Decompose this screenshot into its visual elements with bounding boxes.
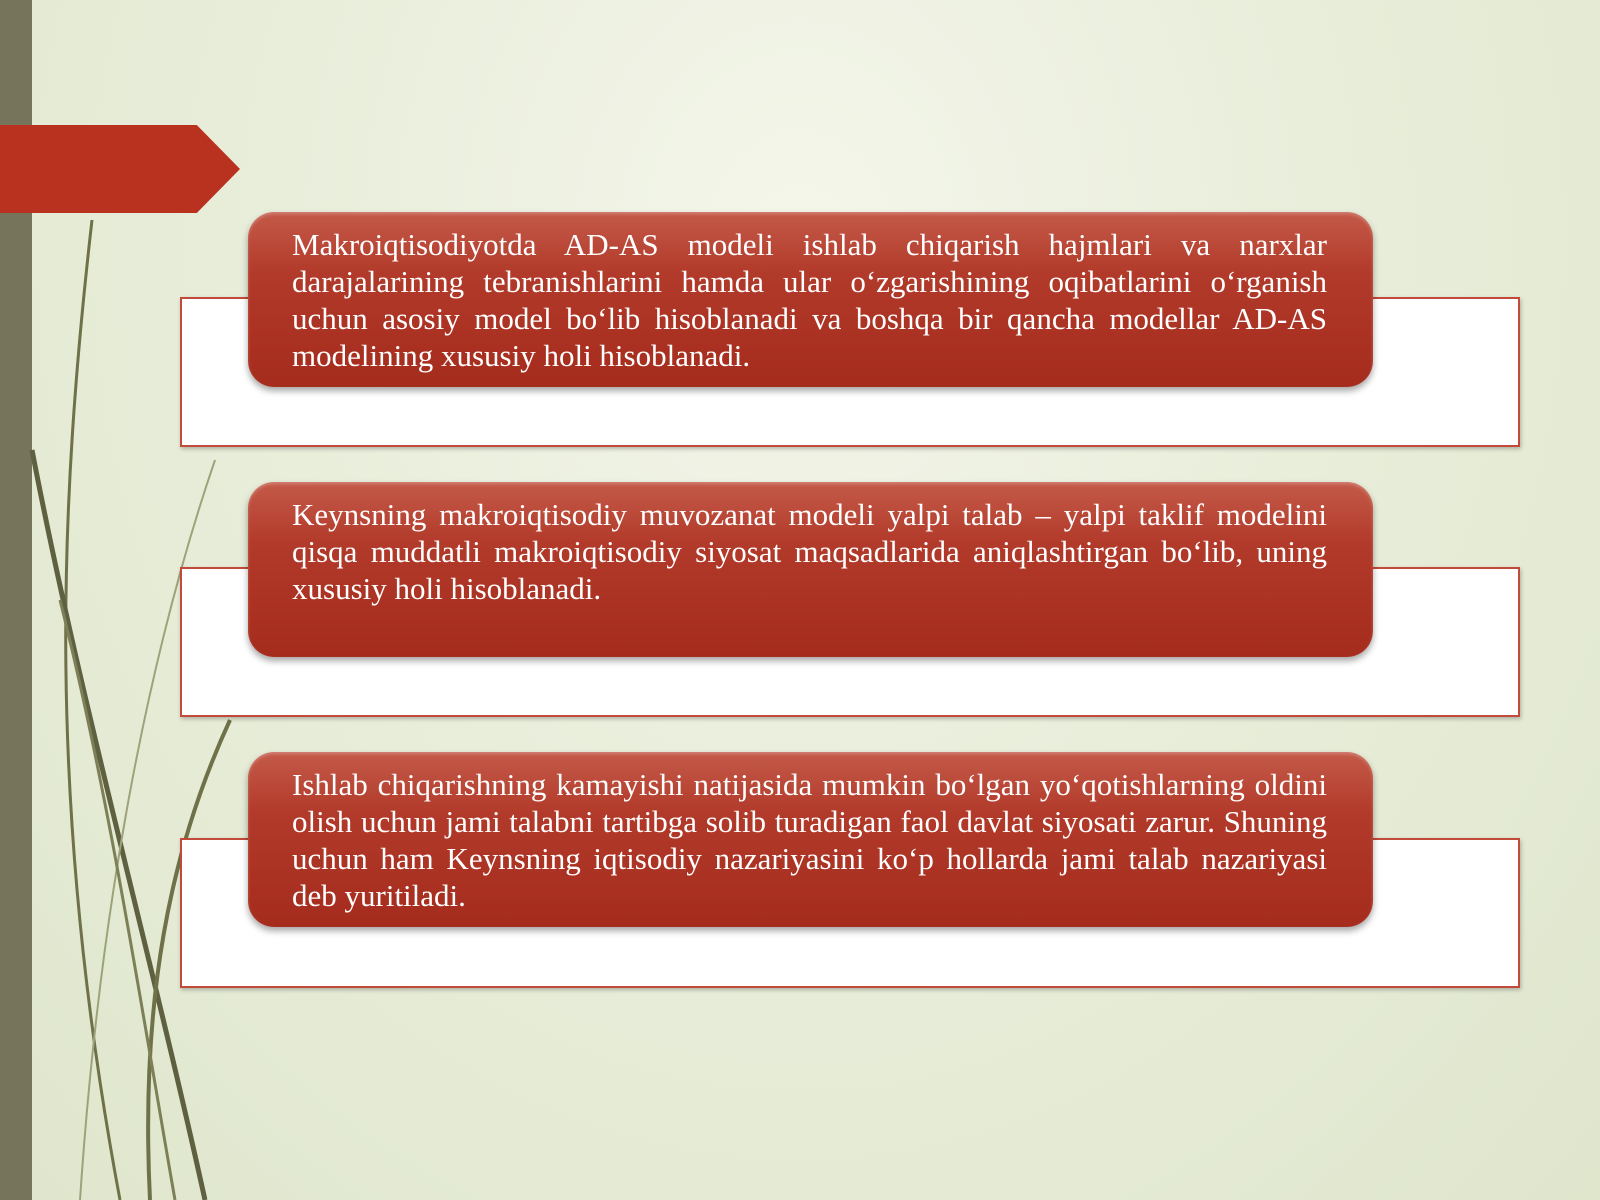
card-text: Makroiqtisodiyotda AD-AS modeli ishlab chiqarish hajmlari va narxlar darajalarining tebranishlarini hamda ular o‘zgarishining oqibatlarini o‘rganish uchun asosiy model bo‘lib hisoblanadi va boshqa bir qancha modellar AD-AS modelining xususiy holi hisoblanadi.	[292, 227, 1327, 373]
card-text: Ishlab chiqarishning kamayishi natijasida mumkin bo‘lgan yo‘qotishlarning oldini olish uchun jami talabni tartibga solib turadigan faol davlat siyosati zarur. Shuning uchun ham Keynsning iqtisodiy nazariyasini ko‘p hollarda jami talab nazariyasi deb yuritiladi.	[292, 767, 1327, 913]
text-card	[248, 212, 1373, 387]
text-card	[248, 752, 1373, 927]
card-text: Keynsning makroiqtisodiy muvozanat modeli yalpi talab – yalpi taklif modelini qisqa muddatli makroiqtisodiy siyosat maqsadlarida aniqlashtirgan bo‘lib, uning xususiy holi hisoblanadi.	[292, 497, 1327, 606]
text-card	[248, 482, 1373, 657]
title-arrow-tab	[0, 125, 240, 213]
